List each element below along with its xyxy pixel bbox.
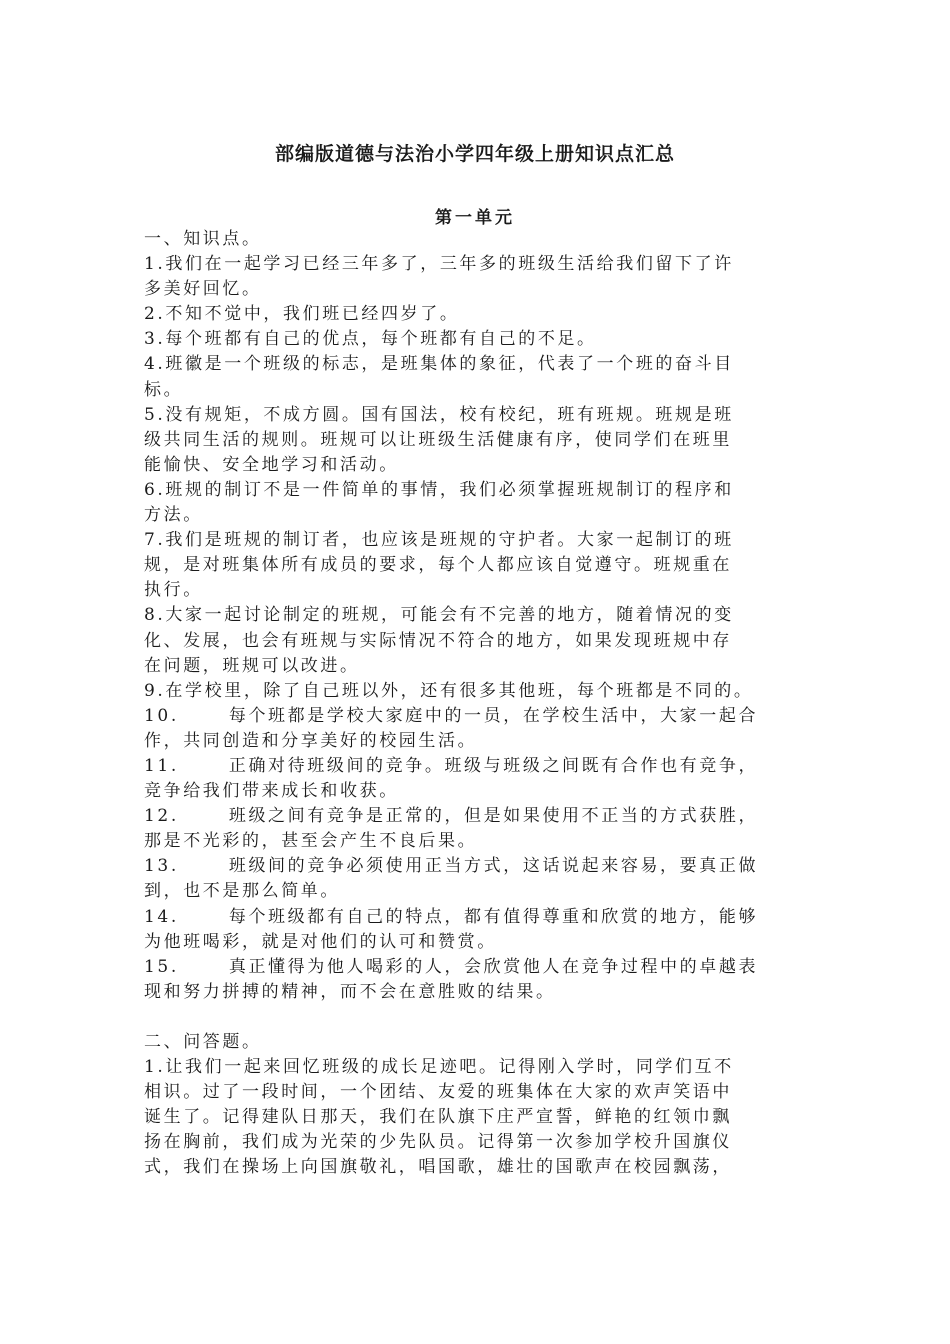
paragraph-line: 5.没有规矩，不成方圆。国有国法，校有校纪，班有班规。班规是班 (144, 404, 734, 425)
paragraph-line: 3.每个班都有自己的优点，每个班都有自己的不足。 (144, 329, 597, 350)
item-number: 14. (144, 906, 179, 927)
paragraph-line: 作，共同创造和分享美好的校园生活。 (144, 730, 478, 751)
paragraph-line: 化、发展，也会有班规与实际情况不符合的地方，如果发现班规中存 (144, 630, 732, 651)
numbered-line (144, 955, 810, 980)
numbered-line (144, 754, 810, 779)
paragraph-line: 能愉快、安全地学习和活动。 (144, 454, 399, 475)
item-text: 每个班都是学校大家庭中的一员，在学校生活中，大家一起合 (228, 705, 759, 726)
item-text: 班级间的竞争必须使用正当方式，这话说起来容易，要真正做 (228, 856, 759, 877)
numbered-line (144, 854, 810, 879)
paragraph-line: 规，是对班集体所有成员的要求，每个人都应该自觉遵守。班规重在 (144, 555, 732, 576)
paragraph-line: 扬在胸前，我们成为光荣的少先队员。记得第一次参加学校升国旗仪 (144, 1132, 732, 1153)
paragraph-line: 在问题，班规可以改进。 (144, 655, 360, 676)
paragraph-line: 2.不知不觉中，我们班已经四岁了。 (144, 304, 460, 325)
item-text: 每个班级都有自己的特点，都有值得尊重和欣赏的地方，能够 (228, 906, 759, 927)
paragraph-line: 现和努力拼搏的精神，而不会在意胜败的结果。 (144, 981, 556, 1002)
paragraph-line: 执行。 (144, 580, 203, 601)
numbered-line (144, 905, 810, 930)
item-number: 15. (144, 956, 179, 977)
paragraph-line: 7.我们是班规的制订者，也应该是班规的守护者。大家一起制订的班 (144, 530, 734, 551)
item-number: 11. (144, 755, 179, 776)
paragraph-line: 6.班规的制订不是一件简单的事情，我们必须掌握班规制订的程序和 (144, 479, 734, 500)
section-knowledge (144, 227, 810, 1005)
paragraph-line: 为他班喝彩，就是对他们的认可和赞赏。 (144, 931, 497, 952)
item-text: 班级之间有竞争是正常的，但是如果使用不正当的方式获胜， (228, 806, 759, 827)
paragraph-line: 标。 (144, 379, 184, 400)
unit-title: 第一单元 (435, 208, 515, 228)
paragraph-line: 方法。 (144, 505, 203, 526)
paragraph-line: 诞生了。记得建队日那天，我们在队旗下庄严宣誓，鲜艳的红领巾飘 (144, 1107, 732, 1128)
paragraph-line: 那是不光彩的，甚至会产生不良后果。 (144, 831, 478, 852)
document-title: 部编版道德与法治小学四年级上册知识点汇总 (274, 143, 675, 165)
section-spacer (144, 1005, 810, 1030)
paragraph-line: 1.我们在一起学习已经三年多了，三年多的班级生活给我们留下了许 (144, 254, 734, 275)
paragraph-line: 9.在学校里，除了自己班以外，还有很多其他班，每个班都是不同的。 (144, 680, 754, 701)
item-text: 真正懂得为他人喝彩的人，会欣赏他人在竞争过程中的卓越表 (228, 956, 759, 977)
item-number: 12. (144, 806, 179, 827)
paragraph-line: 多美好回忆。 (144, 279, 262, 300)
paragraph-line: 8.大家一起讨论制定的班规，可能会有不完善的地方，随着情况的变 (144, 605, 734, 626)
paragraph-line: 4.班徽是一个班级的标志，是班集体的象征，代表了一个班的奋斗目 (144, 354, 734, 375)
section-heading: 一、知识点。 (144, 229, 262, 249)
numbered-line (144, 804, 810, 829)
section-qa (144, 1030, 810, 1181)
paragraph-line: 级共同生活的规则。班规可以让班级生活健康有序，使同学们在班里 (144, 429, 732, 450)
paragraph-line: 1.让我们一起来回忆班级的成长足迹吧。记得刚入学时，同学们互不 (144, 1057, 734, 1078)
paragraph-line: 式，我们在操场上向国旗敬礼，唱国歌，雄壮的国歌声在校园飘荡， (144, 1157, 732, 1178)
item-number: 10. (144, 705, 179, 726)
document-body (144, 227, 810, 1181)
numbered-line (144, 704, 810, 729)
section-heading: 二、问答题。 (144, 1032, 262, 1052)
paragraph-line: 相识。过了一段时间，一个团结、友爱的班集体在大家的欢声笑语中 (144, 1082, 732, 1103)
paragraph-line: 到，也不是那么简单。 (144, 881, 340, 902)
item-text: 正确对待班级间的竞争。班级与班级之间既有合作也有竞争， (228, 755, 759, 776)
paragraph-line: 竞争给我们带来成长和收获。 (144, 781, 399, 802)
item-number: 13. (144, 856, 179, 877)
